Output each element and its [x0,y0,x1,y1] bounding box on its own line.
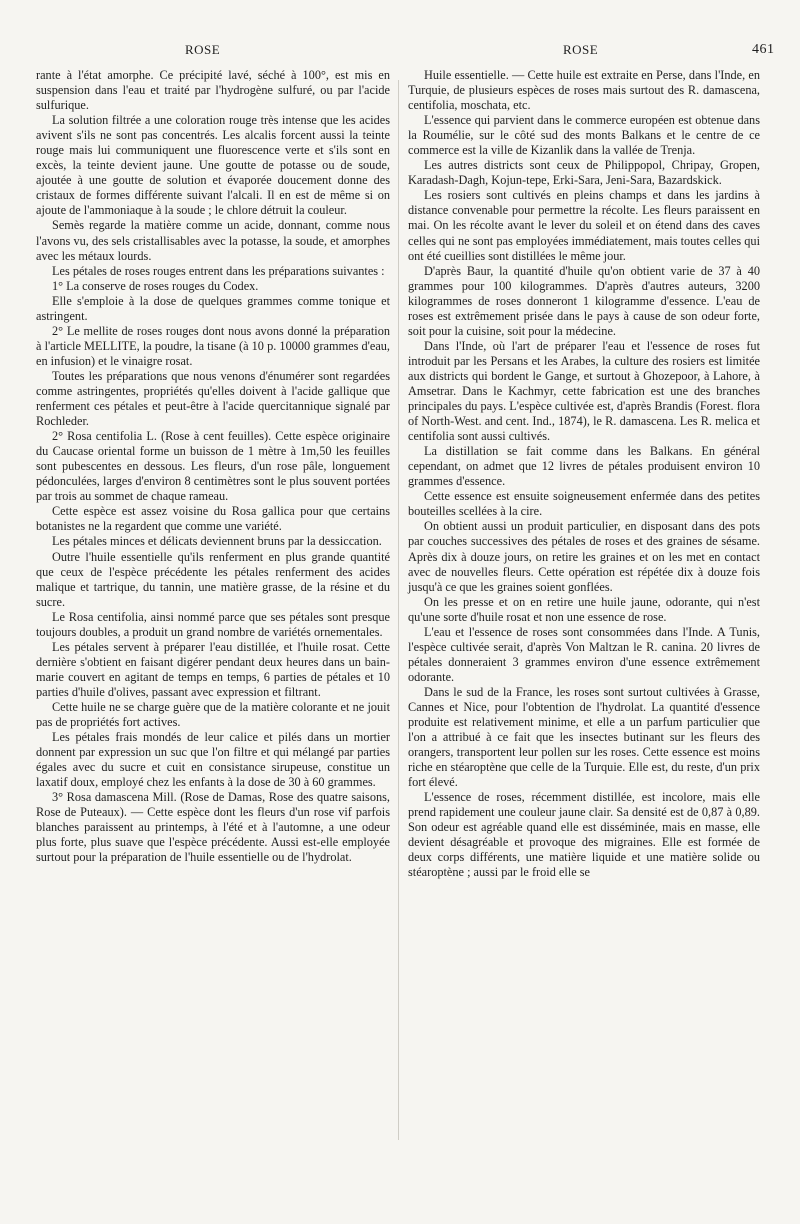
right-column [408,68,760,881]
paragraph: Les pétales de roses rouges entrent dans les préparations suivantes : [51,263,385,278]
paragraph: Cette essence est ensuite soigneusement enfermée dans des petites bouteilles scellées à la cire. [408,489,760,519]
paragraph: Le Rosa centifolia, ainsi nommé parce que ses pétales sont presque toujours doubles, a produit un grand nombre de variétés ornementales. [36,609,390,639]
paragraph: Les pétales servent à préparer l'eau distillée, et l'huile rosat. Cette dernière s'obtient en faisant digérer pendant deux heures dans un bain-marie couvert en agitant de temps en temps, 6 parties de pétales et 10 parties d'huile d'olives, passant avec expression et filtrant. [36,639,390,699]
paragraph: 3° Rosa damascena Mill. (Rose de Damas, Rose des quatre saisons, Rose de Puteaux). — Cette espèce dont les fleurs d'un rose vif parfois blanches paraissent au printemps, à l'été et à l'automne, a une odeur plus forte, plus suave que l'espèce précédente. Aussi est-elle employée surtout pour la préparation de l'huile essentielle ou de l'hydrolat. [36,790,390,865]
running-head-right: ROSE [563,42,599,57]
running-header [0,42,800,62]
paragraph: On les presse et on en retire une huile jaune, odorante, qui n'est qu'une sorte d'huile rosat et non une essence de rose. [408,594,760,624]
paragraph: Elle s'emploie à la dose de quelques grammes comme tonique et astringent. [36,293,390,323]
paragraph: On obtient aussi un produit particulier, en disposant dans des pots par couches successives des pétales de roses et des graines de sésame. Après dix à douze jours, on retire les graines et on les met en contact avec de nouvelles fleurs. Cette opération est répétée dix à douze fois jusqu'à ce que les graines soient gonflées. [408,519,760,594]
paragraph: Toutes les préparations que nous venons d'énumérer sont regardées comme astringentes, propriétés qu'elles doivent à l'acide gallique que renferment ces pétales et peut-être à l'acide quercitannique signalé par Rochleder. [36,368,390,429]
paragraph: 2° Rosa centifolia L. (Rose à cent feuilles). Cette espèce originaire du Caucase oriental forme un buisson de 1 mètre à 1m,50 les feuilles sont pubescentes en dessous. Les fleurs, d'un rose pâle, longuement pédonculées, larges d'environ 8 centimètres sont le plus souvent portées par trois au sommet de chaque rameau. [36,429,390,504]
column-divider [398,80,399,1140]
paragraph: Les pétales frais mondés de leur calice et pilés dans un mortier donnent par expression un suc que l'on filtre et qui mélangé par parties égales avec du sucre et cuit en consistance sirupeuse, constitue un laxatif doux, employé chez les enfants à la dose de 30 à 60 grammes. [36,730,390,790]
paragraph: D'après Baur, la quantité d'huile qu'on obtient varie de 37 à 40 grammes pour 100 kilogrammes. D'après d'autres auteurs, 3200 kilogrammes de roses donneront 1 kilogramme d'essence. L'eau de roses est extrêmement prisée dans le pays à cause de son odeur forte, soit pour la cuisine, soit pour la médecine. [408,263,760,338]
paragraph: Outre l'huile essentielle qu'ils renferment en plus grande quantité que ceux de l'espèce précédente les pétales renferment des acides malique et tartrique, du tannin, une matière grasse, de la résine et du sucre. [36,549,390,609]
paragraph: Dans l'Inde, où l'art de préparer l'eau et l'essence de roses fut introduit par les Persans et les Arabes, la culture des rosiers est limitée aux districts qui bordent le Gange, et surtout à Ghozepoor, à Lahore, à Amsetrar. Dans le Kachmyr, cette fabrication est une des branches principales du pays. L'espèce cultivée est, d'après Brandis (Forest. flora of North-West. and cent. Ind., 1874), le R. damascena. Les R. melica et centifolia sont aussi cultivés. [408,338,760,444]
page-number: 461 [752,42,775,57]
paragraph: Cette espèce est assez voisine du Rosa gallica pour que certains botanistes ne la regardent que comme une variété. [36,504,390,534]
paragraph: 1° La conserve de roses rouges du Codex. [51,278,259,293]
paragraph: rante à l'état amorphe. Ce précipité lavé, séché à 100°, est mis en suspension dans l'eau et traité par l'hydrogène sulfuré, ou par l'acide sulfurique. [36,68,390,113]
paragraph: L'eau et l'essence de roses sont consommées dans l'Inde. A Tunis, l'espèce cultivée serait, d'après Von Maltzan le R. canina. 20 livres de pétales donneraient 3 grammes environ d'une essence extrêmement odorante. [408,624,760,684]
paragraph: L'essence de roses, récemment distillée, est incolore, mais elle prend rapidement une couleur jaune clair. Sa densité est de 0,87 à 0,89. Son odeur est agréable quand elle est disséminée, mais en masse, elle devient désagréable et provoque des migraines. Elle est formée de deux corps différents, une matière liquide et une matière solide ou stéaroptène ; aussi par le froid elle se [408,790,760,880]
paragraph: 2° Le mellite de roses rouges dont nous avons donné la préparation à l'article MELLITE, la poudre, la tisane (à 10 p. 10000 grammes d'eau, en infusion) et le vinaigre rosat. [36,323,390,368]
paragraph: Cette huile ne se charge guère que de la matière colorante et ne jouit pas de propriétés fort actives. [36,699,390,730]
paragraph: Les autres districts sont ceux de Philippopol, Chripay, Gropen, Karadash-Dagh, Kojun-tepe, Erki-Sara, Jeni-Sara, Bazardskick. [408,158,760,188]
left-column [36,68,390,865]
paragraph: Les rosiers sont cultivés en pleins champs et dans les jardins à distance convenable pour permettre la récolte. Les fleurs paraissent en mai. On les récolte avant le lever du soleil et on étend dans des caves celles qui ne sont pas employées immédiatement, mais toutes celles qui ont été cueillies sont distillées le même jour. [408,188,760,263]
paragraph: Huile essentielle. — Cette huile est extraite en Perse, dans l'Inde, en Turquie, de plusieurs espèces de roses mais surtout des R. damascena, centifolia, moschata, etc. [408,68,760,113]
paragraph: L'essence qui parvient dans le commerce européen est obtenue dans la Roumélie, sur le côté sud des monts Balkans et le centre de ce commerce est la ville de Kizanlik dans la vallée de Trenja. [408,113,760,158]
paragraph: Dans le sud de la France, les roses sont surtout cultivées à Grasse, Cannes et Nice, pour l'obtention de l'hydrolat. La quantité d'essence produite est relativement minime, et elle a un parfum particulier que l'on a attribué à ce fait que les insectes butinant sur les fleurs des orangers, transportent leur pollen sur les roses. Cette essence est moins riche en stéaroptène que celle de la Turquie. Elle est, du reste, d'un prix fort élevé. [408,684,760,790]
paragraph: Les pétales minces et délicats deviennent bruns par la dessiccation. [51,534,382,549]
paragraph: La solution filtrée a une coloration rouge très intense que les acides avivent s'ils ne sont pas concentrés. Les alcalis forcent aussi la teinte rouge mais lui communiquent une fluorescence verte et s'ils sont en excès, la teinte devient jaune. Une goutte de potasse ou de soude, ajoutée à une goutte de solution et évaporée doucement donne des cristaux de formes différente suivant l'alcali. Il en est de même si on ajoute de l'ammoniaque à la soude ; le chlore détruit la couleur. [36,113,390,218]
running-head-left: ROSE [185,42,221,57]
paragraph: La distillation se fait comme dans les Balkans. En général cependant, on admet que 12 livres de pétales produisent environ 10 grammes d'essence. [408,444,760,489]
paragraph: Semès regarde la matière comme un acide, donnant, comme nous l'avons vu, des sels cristallisables avec la potasse, la soude, et amorphes avec les métaux lourds. [36,218,390,263]
